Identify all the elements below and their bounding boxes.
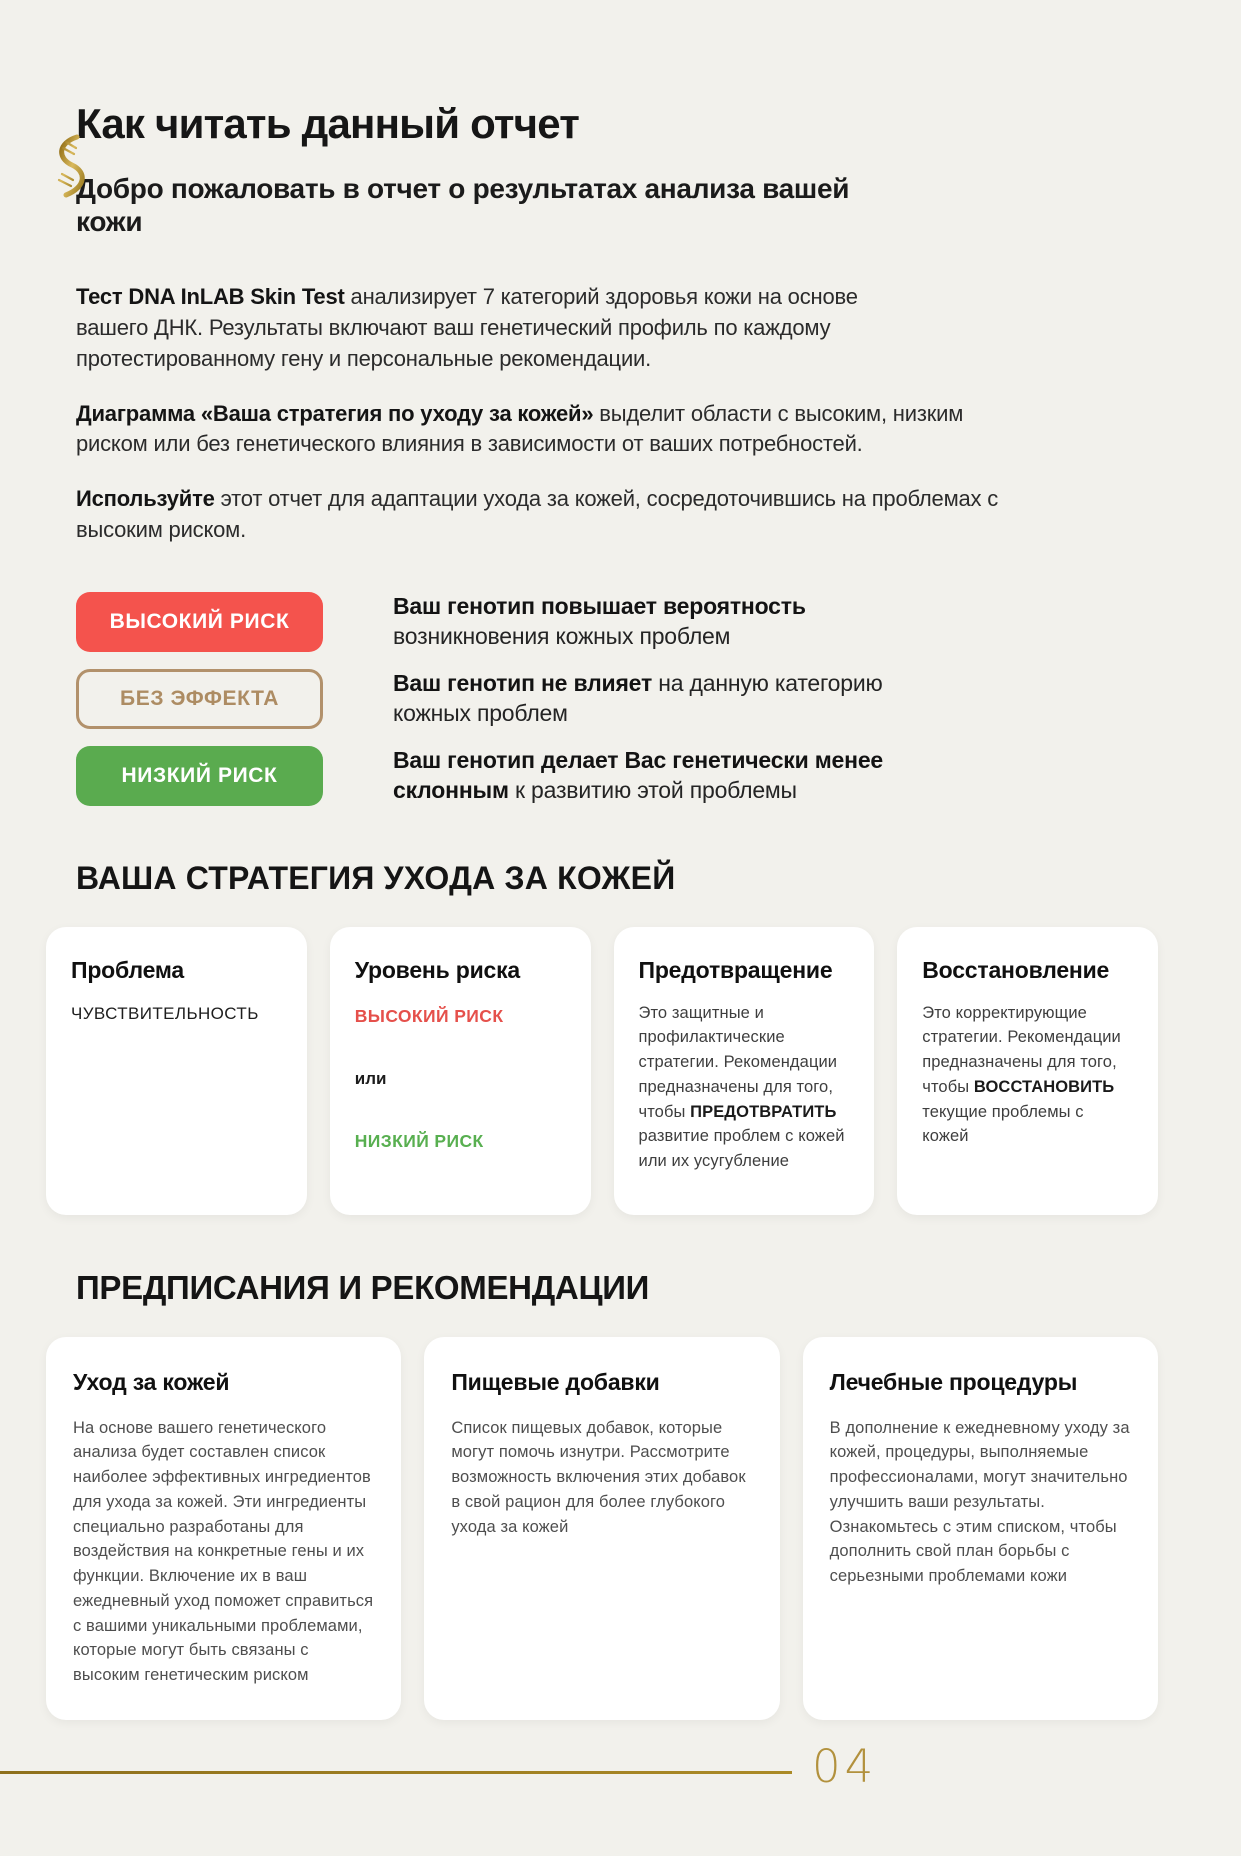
problem-value: ЧУВСТВИТЕЛЬНОСТЬ <box>71 1003 259 1023</box>
high-risk-description-bold: Ваш генотип повышает вероятность <box>393 592 806 619</box>
legend-row-low-risk <box>76 746 1171 806</box>
intro-paragraph-test <box>76 282 906 374</box>
card-title-treatments: Лечебные процедуры <box>829 1368 1078 1395</box>
no-effect-badge: БЕЗ ЭФФЕКТА <box>76 669 323 729</box>
main-content <box>0 102 1241 1720</box>
recommendation-cards-row <box>46 1337 1158 1720</box>
supplements-body: Список пищевых добавок, которые могут помочь изнутри. Рассмотрите возможность включения этих добавок в свой рацион для более глубокого ухода за кожей <box>451 1418 746 1536</box>
high-risk-description-rest: возникновения кожных проблем <box>393 622 731 649</box>
strategy-card-prevention <box>614 927 875 1215</box>
no-effect-description <box>393 669 883 729</box>
intro-paragraphs <box>76 282 1171 546</box>
report-page <box>0 102 1241 1856</box>
low-risk-badge: НИЗКИЙ РИСК <box>76 746 323 806</box>
intro-paragraph-diagram <box>76 399 1036 461</box>
card-title-prevention: Предотвращение <box>638 956 833 983</box>
low-risk-description <box>393 746 883 806</box>
no-effect-description-rest: на данную категорию кожных проблем <box>393 669 883 726</box>
intro-paragraph-use-rest: этот отчет для адаптации ухода за кожей, сосредоточившись на проблемах с высоким риском. <box>76 486 999 542</box>
intro-paragraph-diagram-bold: Диаграмма «Ваша стратегия по уходу за кожей» <box>76 400 594 426</box>
recommendation-card-skincare <box>46 1337 401 1720</box>
intro-paragraph-test-bold: Тест DNA InLAB Skin Test <box>76 284 345 310</box>
card-title-supplements: Пищевые добавки <box>451 1368 660 1395</box>
page-subtitle: Добро пожаловать в отчет о результатах анализа вашей кожи <box>76 173 850 238</box>
no-effect-description-bold: Ваш генотип не влияет <box>393 669 653 696</box>
card-title-recovery: Восстановление <box>922 956 1110 983</box>
strategy-card-problem <box>46 927 307 1215</box>
prevention-body <box>639 1001 850 1174</box>
skincare-body: На основе вашего генетического анализа будет составлен список наиболее эффективных ингредиентов для ухода за кожей. Эти ингредиенты специально разработаны для воздействия на конкретные гены и их функции. Включение их в ваш ежедневный уход поможет справиться с вашими уникальными проблемами, которые могут быть связаны с высоким генетическим риском <box>73 1418 374 1685</box>
recovery-body-bold: ВОССТАНОВИТЬ <box>973 1077 1115 1096</box>
strategy-cards-row <box>46 927 1158 1215</box>
intro-paragraph-use-bold: Используйте <box>76 486 215 512</box>
intro-paragraph-use <box>76 484 1006 546</box>
card-title-skincare: Уход за кожей <box>73 1368 230 1395</box>
low-risk-description-bold: Ваш генотип делает Вас генетически менее склонным <box>393 746 884 803</box>
recovery-body-pre: Это корректирующие стратегии. Рекомендации предназначены для того, чтобы <box>922 1003 1121 1096</box>
card-title-problem: Проблема <box>71 956 184 983</box>
footer-divider-line <box>0 1771 792 1774</box>
recommendations-section-heading: ПРЕДПИСАНИЯ И РЕКОМЕНДАЦИИ <box>76 1268 650 1306</box>
intro-paragraph-test-rest: анализирует 7 категорий здоровья кожи на основе вашего ДНК. Результаты включают ваш генетический профиль по каждому протестированному гену и персональные рекомендации. <box>76 284 858 371</box>
prevention-body-bold: ПРЕДОТВРАТИТЬ <box>690 1102 837 1121</box>
high-risk-description <box>393 592 883 652</box>
recovery-body-post: текущие проблемы с кожей <box>922 1102 1084 1146</box>
risk-level-or-label: или <box>354 1068 387 1088</box>
risk-level-low-label: НИЗКИЙ РИСК <box>354 1130 484 1151</box>
dna-helix-icon <box>46 134 92 198</box>
recovery-body <box>922 1001 1133 1150</box>
high-risk-badge: ВЫСОКИЙ РИСК <box>76 592 323 652</box>
page-number: 04 <box>812 1740 878 1793</box>
recommendation-card-treatments <box>803 1337 1158 1720</box>
low-risk-description-rest: к развитию этой проблемы <box>508 776 797 803</box>
strategy-card-recovery <box>897 927 1158 1215</box>
strategy-section-heading: ВАША СТРАТЕГИЯ УХОДА ЗА КОЖЕЙ <box>76 859 676 896</box>
card-title-risk-level: Уровень риска <box>354 956 521 983</box>
strategy-card-risk-level <box>330 927 591 1215</box>
treatments-body: В дополнение к ежедневному уходу за кожей, процедуры, выполняемые профессионалами, могут значительно улучшить ваши результаты. Ознакомьтесь с этим списком, чтобы дополнить свой план борьбы с серьезными проблемами кожи <box>829 1418 1130 1586</box>
legend-row-no-effect <box>76 669 1171 729</box>
legend-row-high-risk <box>76 592 1171 652</box>
page-title: Как читать данный отчет <box>76 100 580 147</box>
risk-legend <box>76 592 1171 806</box>
prevention-body-post: развитие проблем с кожей или их усугубление <box>638 1127 845 1171</box>
risk-level-high-label: ВЫСОКИЙ РИСК <box>354 1005 504 1026</box>
recommendation-card-supplements <box>424 1337 779 1720</box>
intro-paragraph-diagram-rest: выделит области с высоким, низким риском или без генетического влияния в зависимости от ваших потребностей. <box>76 400 964 457</box>
prevention-body-pre: Это защитные и профилактические стратегии. Рекомендации предназначены для того, чтобы <box>638 1003 838 1121</box>
